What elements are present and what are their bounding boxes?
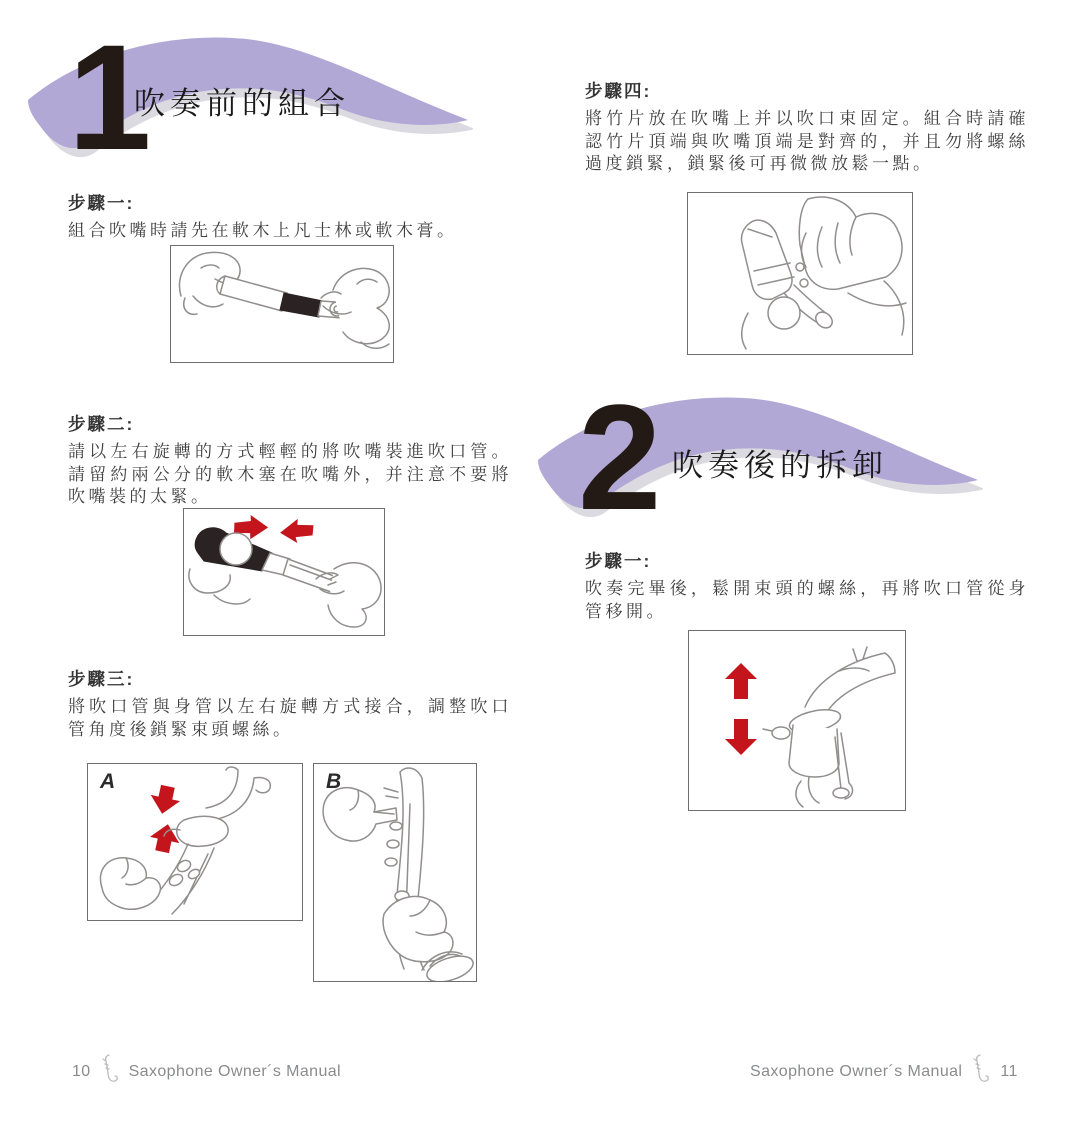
- step-3-label: 步驟三:: [68, 669, 135, 689]
- footer-right: [750, 1053, 1018, 1090]
- step-3-text: 將吹口管與身管以左右旋轉方式接合，調整吹口管角度後鎖緊束頭螺絲。: [68, 697, 512, 739]
- panel-b-label: B: [326, 770, 342, 793]
- step-2-block: [68, 411, 512, 509]
- section-1-number: 1: [68, 13, 148, 181]
- tighten-screw-figure: [314, 764, 476, 981]
- figure-box-step4: [687, 192, 913, 355]
- step-1-text: 組合吹嘴時請先在軟木上凡士林或軟木膏。: [68, 221, 458, 240]
- neck-joint-figure: [88, 764, 302, 920]
- figure-box-panel-a: [87, 763, 303, 921]
- twist-mouthpiece-figure: [184, 509, 384, 635]
- section-2-number: 2: [578, 373, 658, 541]
- manual-title-right: Saxophone Owner´s Manual: [750, 1062, 963, 1080]
- page-number-right: 11: [1000, 1062, 1018, 1080]
- section2-step-1-block: [585, 548, 1029, 623]
- section2-step-1-label: 步驟一:: [585, 551, 652, 571]
- panel-a-label: A: [100, 770, 116, 793]
- step-2-label: 步驟二:: [68, 414, 135, 434]
- section2-step-1-text: 吹奏完畢後，鬆開束頭的螺絲，再將吹口管從身管移開。: [585, 579, 1029, 621]
- remove-neck-figure: [689, 631, 905, 810]
- step-1-block: [68, 190, 512, 243]
- figure-box-section2-step1: [688, 630, 906, 811]
- reed-ligature-figure: [688, 193, 912, 354]
- step-3-block: [68, 666, 512, 741]
- red-arrow-icon: [725, 663, 757, 755]
- figure-box-step2: [183, 508, 385, 636]
- grease-cork-figure: [171, 246, 393, 362]
- figure-box-panel-b: [313, 763, 477, 982]
- step-4-label: 步驟四:: [585, 81, 652, 101]
- step-4-block: [585, 78, 1029, 176]
- step-4-text: 將竹片放在吹嘴上并以吹口束固定。組合時請確認竹片頂端與吹嘴頂端是對齊的，并且勿將螺絲過度鎖緊，鎖緊後可再微微放鬆一點。: [585, 109, 1029, 173]
- section-2-header: [538, 373, 983, 548]
- section-1-header: [28, 13, 473, 188]
- saxophone-icon: [100, 1053, 120, 1090]
- page-number-left: 10: [72, 1062, 91, 1080]
- saxophone-icon: [971, 1053, 991, 1090]
- footer-left: [72, 1053, 341, 1090]
- manual-title-left: Saxophone Owner´s Manual: [128, 1062, 341, 1080]
- figure-box-step1: [170, 245, 394, 363]
- step-1-label: 步驟一:: [68, 193, 135, 213]
- section-2-title: 吹奏後的拆卸: [672, 448, 888, 483]
- section-1-title: 吹奏前的組合: [134, 86, 350, 121]
- red-arrow-icon: [147, 783, 182, 855]
- step-2-text: 請以左右旋轉的方式輕輕的將吹嘴裝進吹口管。請留約兩公分的軟木塞在吹嘴外，并注意不要將吹嘴裝的太緊。: [68, 442, 512, 506]
